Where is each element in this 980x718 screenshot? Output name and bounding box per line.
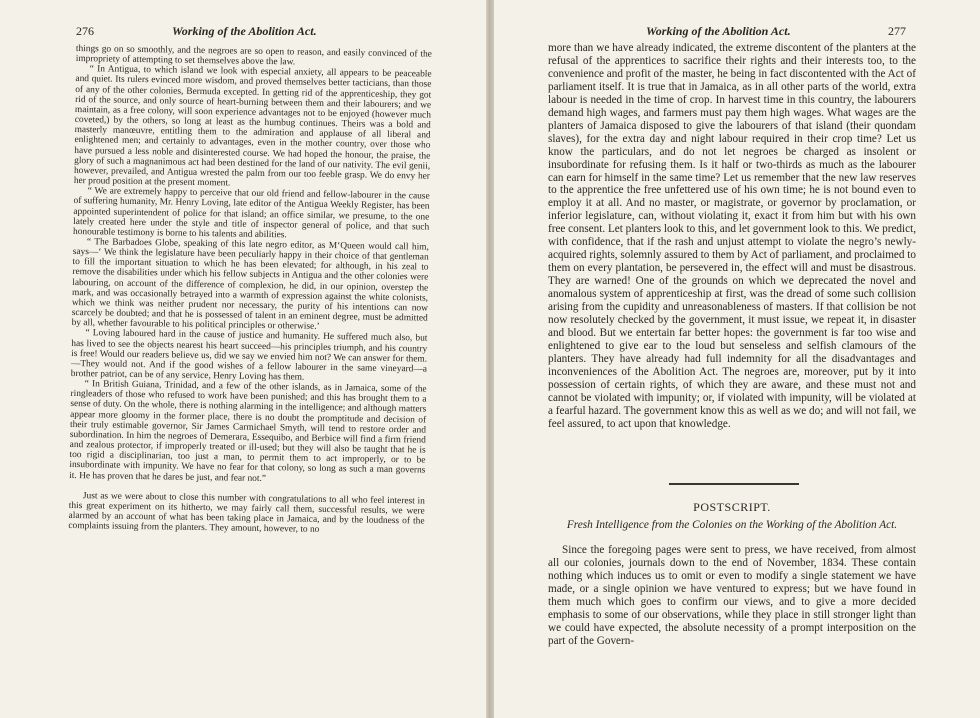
paragraph: “ In British Guiana, Trinidad, and a few of the other islands, as in Jamaica, some of the ringleaders of those who refused to work have been punished; and this has brought them to a sense of duty. On the whole, there is nothing alarming in the intelligence; and although matters appear more gloomy in the former place, there is no doubt the promptitude and decision of their truly estimable governor, Sir James Carmichael Smyth, will tend to restore order and subordination. In him the negroes of Demerara, Essequibo, and Berbice will find a firm friend and zealous protector, if improperly treated or ill-used; but they will also be taught that he is too rigid a disciplinarian, too just a man, to permit them to act improperly, or to be insubordinate with impunity. We have no fear for that colony, so long as such a man governs it. He has proven that he dares be just, and fear not.”	[69, 379, 427, 484]
postscript-rule	[669, 483, 799, 485]
paragraph: “ In Antigua, to which island we look with especial anxiety, all appears to be peaceable and quiet. Its rulers evinced more wisdom, and proved themselves better tacticians, than those of any of the other colonies, Bermuda excepted. In getting rid of the apprenticeship, they got rid of the source, and only source of heart-burning between them and their labourers; and we maintain, as a free colony, will soon experience advantages not to be enjoyed (however much coveted,) by the others, so long at least as the humbug continues. Theirs was a bold and masterly manœuvre, entitling them to the admiration and applause of all liberal and enlightened men; and certainly to advantages, even in the mother country, over those who have pursued a less noble and disinterested course. We had hoped the honour, the praise, the glory of such a magnanimous act had been destined for the land of our nativity. The evil genii, however, prevailed, and Antigua wrested the palm from our too feeble grasp. We do envy her her proud position at the present moment.	[73, 64, 432, 189]
page-number-right: 277	[888, 24, 906, 38]
paragraph: more than we have already indicated, the extreme discontent of the planters at the refusal of the apprentices to sacrifice their rights and their interests too, to the convenience and profit of the master, he being in fact discontented with the Act of parliament itself. It is true that in Jamaica, as in all other parts of the world, extra labour is needed in the time of crop. In harvest time in this country, the labourers demand high wages, and farmers must pay them high wages. What wages are the planters of Jamaica disposed to give the labourers of that island (their quondam slaves), for the extra day and night labour required in their crop time? Let us know the particulars, and do not let negroes be charged as insolent or insubordinate for refusing them. Is it half or two-thirds as much as the labourer can earn for himself in the same time? Let us remember that the new law reserves to the apprentice the free unfettered use of his own time; he is not bound even to employ it at all. And no master, or magistrate, or governor by proclamation, or inferior legislature, can, without violating it, exact it from him but with his own free consent. Let planters look to this, and let government look to this. We predict, with confidence, that if the rash and unjust attempt to violate the negro’s newly-acquired rights, solemnly assured to them by Act of parliament, and proclaimed to them on every plantation, be persevered in, the effect will and must be disastrous. They are warned! One of the grounds on which we deprecated the novel and anomalous system of apprenticeship at first, was the dread of some such collision arising from the cupidity and unreasonableness of masters. If that collision be not now resolutely checked by the government, it must issue, we repeat it, in disaster and blood. But we entertain far better hopes: the government is far too wise and enlightened to give ear to the loud but senseless and selfish clamours of the planters. They have already had full indemnity for all the disadvantages and inconveniences of the Abolition Act. The negroes are, moreover, put by it into possession of certain rights, of which they are aware, and these must not and cannot be violated with impunity; or, if violated with impunity, will be violated at a fearful hazard. The government know this as well as we do; and will not fail, we feel assured, to act upon that knowledge.	[548, 42, 916, 430]
running-title-right: Working of the Abolition Act.	[646, 24, 791, 38]
paragraph: “ Loving laboured hard in the cause of justice and humanity. He suffered much also, but has lived to see the objects nearest his heart succeed—his principles triumph, and his country is free! Would our readers believe us, did we say we envied him not? We can answer for them.—They would not. And if the good wishes of a fellow labourer in the same vineyard—a brother patriot, can be of any service, Henry Loving has them.	[70, 328, 428, 383]
left-column	[68, 44, 432, 537]
running-title-left: Working of the Abolition Act.	[172, 24, 317, 38]
postscript-heading: POSTSCRIPT.	[693, 500, 771, 514]
right-page	[494, 0, 980, 718]
page-number-left: 276	[76, 24, 94, 38]
postscript-body: Since the foregoing pages were sent to press, we have received, from almost all our colonies, journals down to the end of November, 1834. These contain nothing which induces us to omit or even to modify a single statement we have made, or a single opinion we have ventured to express; but we have found in them much which goes to confirm our views, and to give a more decided emphasis to some of our observations, while they place in still stronger light than we could have expected, the absolute necessity of a prompt interposition on the part of the Govern-	[548, 544, 916, 647]
left-page	[0, 0, 486, 718]
running-head-right	[550, 24, 906, 42]
paragraph: “ The Barbadoes Globe, speaking of this late negro editor, as M‘Queen would call him, says—‘ We think the legislature have been peculiarly happy in their choice of that gentleman to fill the important situation to which he has been elevated; for although, in his zeal to remove the disabilities under which his fellow subjects in Antigua and the other colonies were labouring, on account of the difference of complexion, he did, in our opinion, overstep the mark, and was occasionally betrayed into a warmth of expression against the white colonists, which we think was neither prudent nor necessary, the purity of his intentions can now scarcely be doubted; and that he is possessed of talent in an eminent degree, must be admitted by all, whether favourable to his political principles or otherwise.’	[71, 237, 429, 333]
right-column	[548, 42, 916, 431]
gutter-shadow	[486, 0, 494, 718]
paragraph: things go on so smoothly, and the negroes are so open to reason, and easily convinced of the impropriety of attempting to set themselves above the law.	[75, 44, 432, 68]
running-head-left	[76, 24, 432, 42]
postscript-subtitle: Fresh Intelligence from the Colonies on the Working of the Abolition Act.	[566, 519, 898, 531]
paragraph: Just as we were about to close this number with congratulations to all who feel interest in this great experiment on its hitherto, we may fairly call them, successful results, we were alarmed by an account of what has been taking place in Jamaica, and by the loudness of the complaints issuing from the planters. They amount, however, to no	[68, 490, 425, 536]
paragraph: “ We are extremely happy to perceive that our old friend and fellow-labourer in the cause of suffering humanity, Mr. Henry Loving, late editor of the Antigua Weekly Register, has been appointed superintendent of police for that island; an office similar, we presume, to the one lately created here under the style and title of inspector general of police, and that such honourable testimony is borne to his talents and abilities.	[72, 186, 430, 241]
